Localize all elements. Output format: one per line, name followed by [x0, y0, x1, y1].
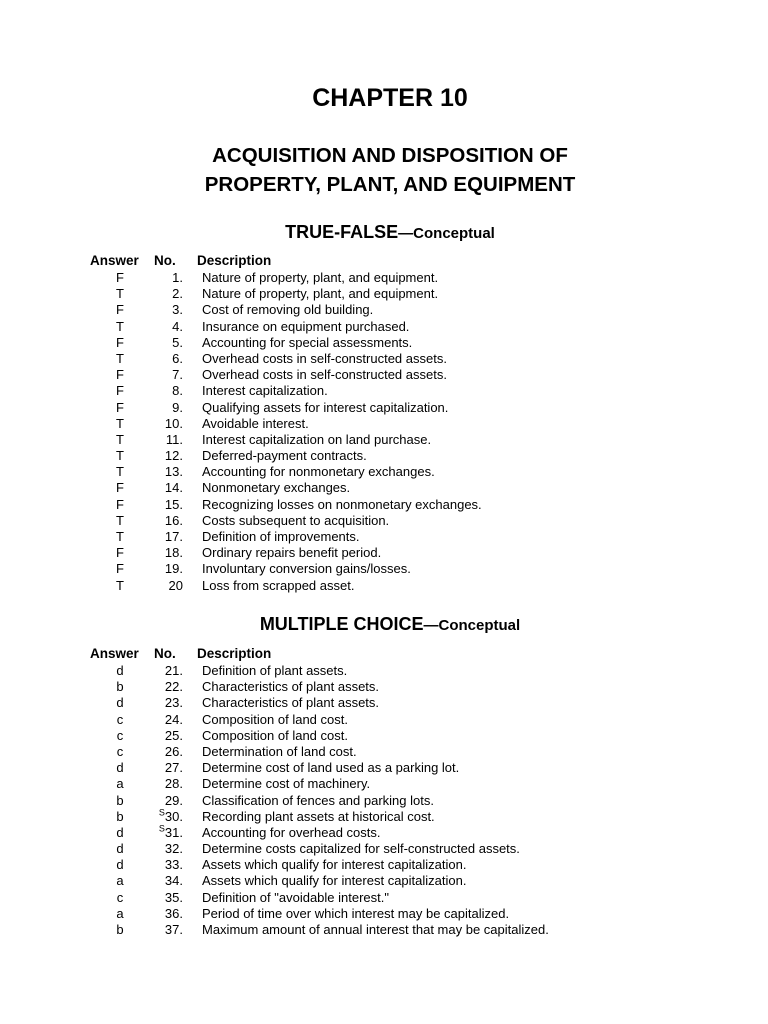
number-text: 16.: [164, 512, 183, 528]
number-cell: [150, 497, 183, 513]
number-cell: [150, 728, 183, 744]
number-cell: [150, 873, 183, 889]
answer-cell: T: [116, 512, 124, 528]
description-cell: Assets which qualify for interest capitalization.: [202, 873, 467, 889]
number-cell: [150, 383, 183, 399]
number-text: 10.: [164, 415, 183, 431]
number-text: 35.: [164, 889, 183, 905]
number-text: 1.: [172, 270, 183, 285]
table-row: [0, 464, 768, 480]
answer-cell: F: [116, 561, 124, 577]
table-header: [0, 252, 768, 270]
true-false-heading: [0, 222, 768, 243]
multiple-choice-table: [0, 645, 768, 938]
number-text: 4.: [172, 318, 183, 334]
table-row: [0, 480, 768, 496]
number-cell: [150, 906, 183, 922]
answer-cell: F: [116, 334, 124, 350]
number-text: 13.: [164, 464, 183, 480]
answer-cell: b: [116, 922, 124, 937]
answer-cell: T: [116, 318, 124, 334]
superscript-marker: S: [158, 823, 165, 834]
answer-cell: F: [116, 496, 124, 512]
description-cell: Overhead costs in self-constructed assets.: [202, 367, 447, 383]
table-rows: [0, 663, 768, 938]
number-text: 36.: [164, 905, 183, 921]
number-cell: [150, 286, 183, 302]
number-cell: [150, 448, 183, 464]
table-header: [0, 645, 768, 663]
answer-cell: d: [116, 824, 124, 840]
number-cell: [150, 825, 183, 841]
answer-cell: d: [116, 695, 124, 711]
number-text: 12.: [164, 448, 183, 464]
table-row: [0, 663, 768, 679]
multiple-choice-heading-sub: —Conceptual: [423, 617, 521, 634]
number-cell: [150, 319, 183, 335]
description-cell: Accounting for overhead costs.: [202, 824, 381, 840]
title-line-1: ACQUISITION AND DISPOSITION OF: [212, 144, 568, 167]
answer-cell: T: [116, 448, 124, 464]
table-row: [0, 776, 768, 792]
table-row: [0, 578, 768, 594]
answer-cell: F: [116, 399, 124, 415]
number-text: 34.: [164, 873, 183, 889]
number-cell: [150, 841, 183, 857]
table-row: [0, 679, 768, 695]
number-cell: [150, 464, 183, 480]
description-cell: Definition of "avoidable interest.": [202, 889, 390, 905]
answer-cell: a: [116, 776, 124, 792]
answer-cell: b: [116, 792, 124, 808]
description-cell: Nonmonetary exchanges.: [202, 480, 351, 496]
answer-cell: F: [116, 270, 124, 285]
description-cell: Assets which qualify for interest capitalization.: [202, 857, 467, 873]
table-row: [0, 270, 768, 286]
table-row: [0, 545, 768, 561]
number-cell: [150, 578, 183, 594]
table-row: [0, 890, 768, 906]
answer-cell: d: [116, 841, 124, 857]
number-cell: [150, 744, 183, 760]
answer-cell: F: [116, 545, 124, 561]
number-text: 29.: [164, 792, 183, 808]
answer-cell: T: [116, 464, 124, 480]
multiple-choice-heading-main: MULTIPLE CHOICE: [259, 614, 424, 634]
answer-cell: d: [116, 760, 124, 776]
answer-cell: b: [116, 808, 124, 824]
table-row: [0, 744, 768, 760]
answer-cell: c: [116, 743, 124, 759]
description-cell: Ordinary repairs benefit period.: [202, 545, 382, 561]
answer-cell: d: [116, 857, 124, 873]
description-cell: Loss from scrapped asset.: [202, 577, 355, 593]
description-cell: Period of time over which interest may be capitalized.: [202, 905, 510, 921]
number-text: 22.: [164, 679, 183, 695]
table-row: [0, 432, 768, 448]
answer-cell: T: [116, 577, 124, 593]
description-cell: Determine costs capitalized for self-constructed assets.: [202, 841, 520, 857]
answer-cell: b: [116, 679, 124, 695]
description-cell: Determine cost of machinery.: [202, 776, 371, 792]
multiple-choice-heading: [0, 614, 768, 635]
number-cell: [150, 922, 183, 938]
description-cell: Determination of land cost.: [202, 743, 357, 759]
number-cell: [150, 270, 183, 286]
table-row: [0, 286, 768, 302]
number-text: 5.: [172, 334, 183, 350]
description-cell: Recognizing losses on nonmonetary exchanges.: [202, 496, 482, 512]
description-cell: Accounting for special assessments.: [202, 334, 413, 350]
number-cell: [150, 712, 183, 728]
true-false-heading-sub: —Conceptual: [398, 225, 495, 242]
number-cell: [150, 561, 183, 577]
number-text: 19.: [164, 561, 183, 577]
number-text: 20: [168, 577, 183, 593]
number-text: 24.: [164, 711, 183, 727]
number-cell: [150, 480, 183, 496]
description-cell: Definition of improvements.: [202, 529, 360, 544]
table-row: [0, 400, 768, 416]
description-cell: Involuntary conversion gains/losses.: [202, 561, 411, 577]
col-no-header: No.: [154, 253, 176, 268]
description-cell: Nature of property, plant, and equipment.: [202, 270, 439, 285]
number-text: 32.: [164, 841, 183, 857]
table-row: [0, 760, 768, 776]
table-row: [0, 448, 768, 464]
table-row: [0, 728, 768, 744]
description-cell: Nature of property, plant, and equipment.: [202, 286, 439, 302]
table-row: [0, 529, 768, 545]
table-row: [0, 712, 768, 728]
number-text: 11.: [165, 431, 183, 447]
number-cell: [150, 695, 183, 711]
answer-cell: c: [116, 711, 124, 727]
col-answer-header: Answer: [90, 253, 139, 268]
number-cell: [150, 760, 183, 776]
number-text: 17.: [164, 529, 183, 544]
number-text: 33.: [164, 857, 183, 873]
answer-cell: a: [116, 905, 124, 921]
number-text: 14.: [164, 480, 183, 496]
description-cell: Characteristics of plant assets.: [202, 695, 380, 711]
description-cell: Deferred-payment contracts.: [202, 448, 367, 464]
table-row: [0, 383, 768, 399]
number-text: 21.: [164, 663, 183, 678]
col-description-header: Description: [197, 646, 272, 661]
number-text: 7.: [172, 367, 183, 383]
answer-cell: F: [116, 302, 124, 318]
table-row: [0, 319, 768, 335]
number-cell: [150, 351, 183, 367]
number-text: 9.: [172, 399, 183, 415]
title-line-2: PROPERTY, PLANT, AND EQUIPMENT: [204, 173, 576, 196]
table-row: [0, 825, 768, 841]
answer-cell: a: [116, 873, 124, 889]
document-title: [0, 141, 768, 199]
number-cell: [150, 432, 183, 448]
table-row: [0, 857, 768, 873]
number-text: 2.: [172, 286, 183, 302]
table-row: [0, 793, 768, 809]
table-row: [0, 841, 768, 857]
col-no-header: No.: [154, 646, 176, 661]
description-cell: Interest capitalization.: [202, 383, 328, 399]
answer-cell: F: [116, 367, 124, 383]
table-rows: [0, 270, 768, 594]
chapter-title: CHAPTER 10: [312, 84, 468, 112]
description-cell: Avoidable interest.: [202, 415, 309, 431]
description-cell: Recording plant assets at historical cost.: [202, 808, 435, 824]
answer-cell: T: [116, 286, 124, 302]
description-cell: Overhead costs in self-constructed assets.: [202, 350, 447, 366]
table-row: [0, 906, 768, 922]
number-text: 23.: [164, 695, 183, 711]
answer-cell: F: [116, 480, 124, 496]
description-cell: Accounting for nonmonetary exchanges.: [202, 464, 435, 480]
number-cell: [150, 809, 183, 825]
number-cell: [150, 416, 183, 432]
number-text: 25.: [164, 727, 183, 743]
answer-cell: T: [116, 415, 124, 431]
number-cell: [150, 663, 183, 679]
superscript-marker: S: [158, 807, 165, 818]
true-false-table: [0, 252, 768, 594]
number-cell: [150, 857, 183, 873]
table-row: [0, 367, 768, 383]
number-cell: [150, 679, 183, 695]
number-cell: [150, 302, 183, 318]
number-text: 8.: [172, 383, 183, 399]
description-cell: Insurance on equipment purchased.: [202, 318, 410, 334]
description-cell: Definition of plant assets.: [202, 663, 348, 678]
table-row: [0, 873, 768, 889]
answer-cell: T: [116, 529, 124, 544]
number-text: 3.: [172, 302, 183, 318]
description-cell: Composition of land cost.: [202, 711, 348, 727]
number-text: 15.: [164, 496, 183, 512]
number-text: 6.: [172, 350, 183, 366]
answer-cell: d: [116, 663, 124, 678]
number-cell: [150, 545, 183, 561]
description-cell: Cost of removing old building.: [202, 302, 374, 318]
answer-cell: T: [116, 431, 124, 447]
number-cell: [150, 793, 183, 809]
description-cell: Characteristics of plant assets.: [202, 679, 380, 695]
description-cell: Interest capitalization on land purchase.: [202, 431, 432, 447]
answer-cell: T: [116, 350, 124, 366]
table-row: [0, 497, 768, 513]
number-cell: [150, 890, 183, 906]
description-cell: Qualifying assets for interest capitalization.: [202, 399, 449, 415]
table-row: [0, 561, 768, 577]
table-row: [0, 922, 768, 938]
table-row: [0, 335, 768, 351]
number-cell: [150, 335, 183, 351]
number-text: 26.: [164, 743, 183, 759]
description-cell: Determine cost of land used as a parking lot.: [202, 760, 460, 776]
number-text: 31.: [164, 824, 183, 840]
table-row: [0, 513, 768, 529]
col-description-header: Description: [197, 253, 272, 268]
table-row: [0, 695, 768, 711]
description-cell: Classification of fences and parking lots.: [202, 792, 434, 808]
number-text: 27.: [164, 760, 183, 776]
number-text: 30.: [164, 808, 183, 824]
number-cell: [150, 529, 183, 545]
answer-cell: c: [116, 727, 124, 743]
table-row: [0, 809, 768, 825]
answer-cell: F: [116, 383, 124, 399]
description-cell: Maximum amount of annual interest that may be capitalized.: [202, 922, 549, 937]
number-text: 18.: [164, 545, 183, 561]
number-cell: [150, 776, 183, 792]
table-row: [0, 351, 768, 367]
number-cell: [150, 400, 183, 416]
number-text: 37.: [164, 922, 183, 937]
description-cell: Composition of land cost.: [202, 727, 348, 743]
number-cell: [150, 367, 183, 383]
table-row: [0, 416, 768, 432]
number-text: 28.: [164, 776, 183, 792]
number-cell: [150, 513, 183, 529]
col-answer-header: Answer: [90, 646, 139, 661]
description-cell: Costs subsequent to acquisition.: [202, 512, 390, 528]
true-false-heading-main: TRUE-FALSE: [285, 222, 399, 242]
answer-cell: c: [116, 889, 124, 905]
table-row: [0, 302, 768, 318]
